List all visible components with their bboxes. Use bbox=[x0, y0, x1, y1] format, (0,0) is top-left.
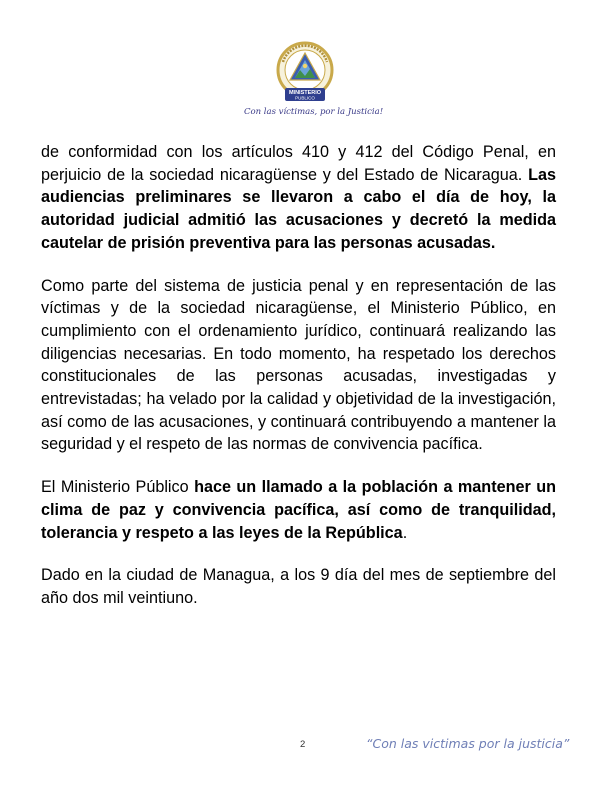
paragraph-4: Dado en la ciudad de Managua, a los 9 día del mes de septiembre del año dos mil veintiuno. bbox=[41, 566, 556, 607]
paragraph-3 bbox=[41, 476, 556, 544]
page-number: 2 bbox=[300, 739, 306, 750]
paragraph-1 bbox=[41, 141, 556, 255]
logo-banner-line2: PUBLICO bbox=[295, 95, 315, 101]
footer-slogan: “Con las victimas por la justicia” bbox=[366, 736, 570, 751]
paragraph-3-text: El Ministerio Público bbox=[41, 478, 195, 497]
logo-banner-line1: MINISTERIO bbox=[288, 90, 322, 96]
paragraph-1-text: de conformidad con los artículos 410 y 412 del Código Penal, en perjuicio de la sociedad nicaragüense y del Estado de Nicaragua. bbox=[41, 143, 556, 184]
header-slogan: Con las víctimas, por la Justicia! bbox=[244, 107, 384, 117]
paragraph-3-end: . bbox=[402, 523, 408, 542]
paragraph-2: Como parte del sistema de justicia penal y en representación de las víctimas y de la sociedad nicaragüense, el Ministerio Público, en cumplimiento con el ordenamiento jurídico, continuará realizando las diligencias necesarias. En todo momento, ha respetado los derechos constitucionales de las personas acusadas, investigadas y entrevistadas; ha velado por la calidad y objetividad de la investigación, así como de las acusaciones, y continuará contribuyendo a mantener la seguridad y el respeto de las normas de convivencia pacífica. bbox=[41, 276, 556, 454]
document-body bbox=[41, 141, 556, 630]
paragraph-3-bold: hace un llamado a la población a mantener un clima de paz y convivencia pacífica, así como de tranquilidad, tolerancia y respeto a las leyes de la República bbox=[41, 478, 556, 542]
paragraph-1-bold: Las audiencias preliminares se llevaron a cabo el día de hoy, la autoridad judicial admitió las acusaciones y decretó la medida cautelar de prisión preventiva para las personas acusadas. bbox=[41, 165, 556, 252]
